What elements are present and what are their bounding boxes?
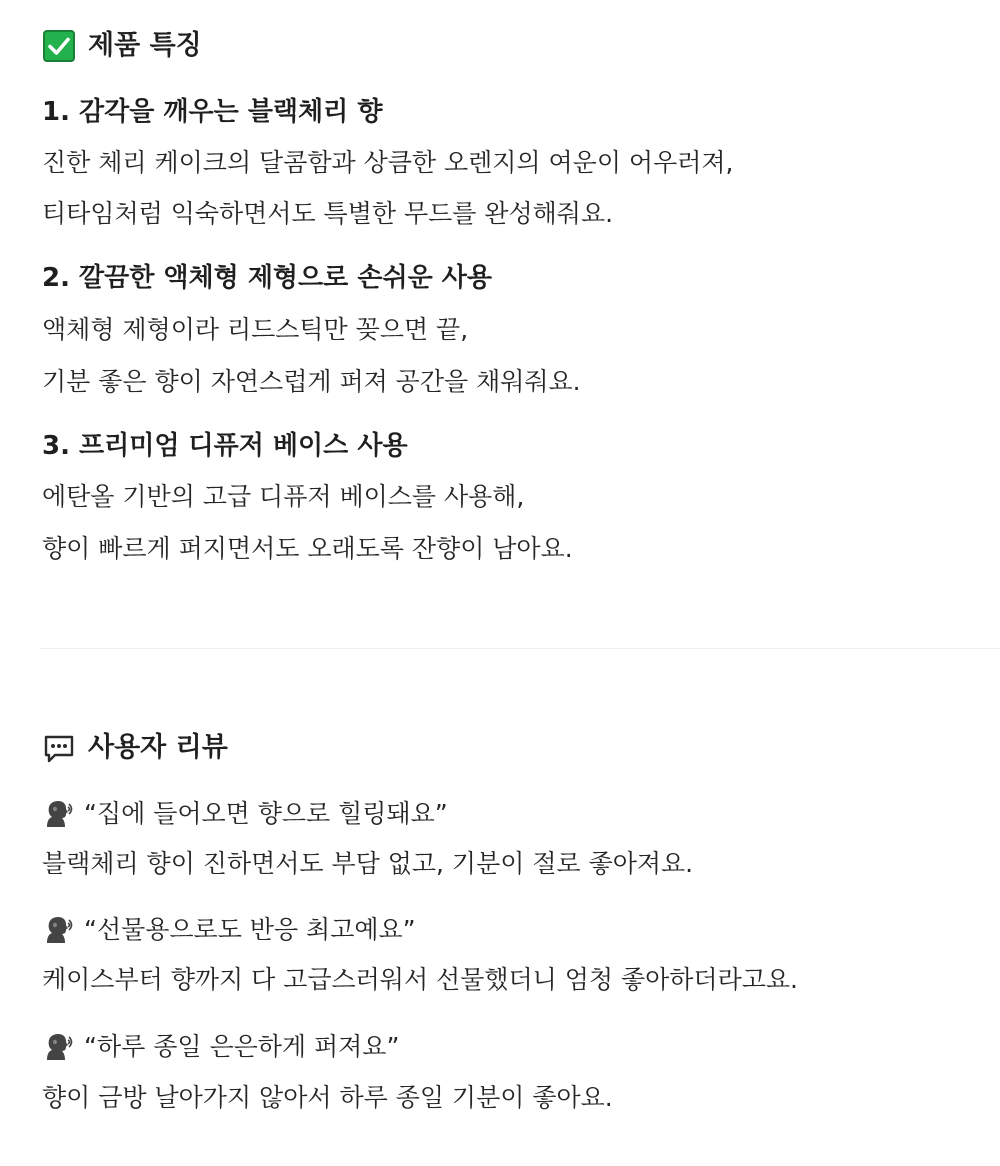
review-3-quote xyxy=(42,1029,399,1065)
check-mark-box-icon xyxy=(42,29,76,63)
review-1-text: 블랙체리 향이 진하면서도 부담 없고, 기분이 절로 좋아져요. xyxy=(42,849,694,878)
feature-heading-3: 3. 프리미엄 디퓨저 베이스 사용 xyxy=(42,431,408,461)
feature-3-line-1: 에탄올 기반의 고급 디퓨저 베이스를 사용해, xyxy=(42,482,525,511)
speaking-head-icon xyxy=(42,914,74,946)
feature-heading-1: 1. 감각을 깨우는 블랙체리 향 xyxy=(42,97,383,127)
review-2-quote xyxy=(42,912,416,948)
speech-bubble-icon xyxy=(42,731,76,765)
features-title-text: 제품 특징 xyxy=(88,30,202,61)
review-3-text: 향이 금방 날아가지 않아서 하루 종일 기분이 좋아요. xyxy=(42,1083,613,1112)
feature-heading-2: 2. 깔끔한 액체형 제형으로 손쉬운 사용 xyxy=(42,263,492,293)
feature-3-line-2: 향이 빠르게 퍼지면서도 오래도록 잔향이 남아요. xyxy=(42,534,573,563)
review-3-quote-text: “하루 종일 은은하게 퍼져요” xyxy=(84,1032,400,1061)
review-1-quote xyxy=(42,796,448,832)
feature-2-line-2: 기분 좋은 향이 자연스럽게 퍼져 공간을 채워줘요. xyxy=(42,367,581,396)
feature-1-line-2: 티타임처럼 익숙하면서도 특별한 무드를 완성해줘요. xyxy=(42,199,614,228)
feature-2-line-1: 액체형 제형이라 리드스틱만 꽂으면 끝, xyxy=(42,315,469,344)
review-1-quote-text: “집에 들어오면 향으로 힐링돼요” xyxy=(84,799,448,828)
review-2-text: 케이스부터 향까지 다 고급스러워서 선물했더니 엄청 좋아하더라고요. xyxy=(42,965,798,994)
speaking-head-icon xyxy=(42,798,74,830)
speaking-head-icon xyxy=(42,1031,74,1063)
feature-1-line-1: 진한 체리 케이크의 달콤함과 상큼한 오렌지의 여운이 어우러져, xyxy=(42,148,734,177)
reviews-section-title xyxy=(42,728,228,768)
reviews-title-text: 사용자 리뷰 xyxy=(88,732,228,763)
section-divider xyxy=(40,648,1000,649)
features-section-title xyxy=(42,26,202,66)
review-2-quote-text: “선물용으로도 반응 최고예요” xyxy=(84,915,416,944)
